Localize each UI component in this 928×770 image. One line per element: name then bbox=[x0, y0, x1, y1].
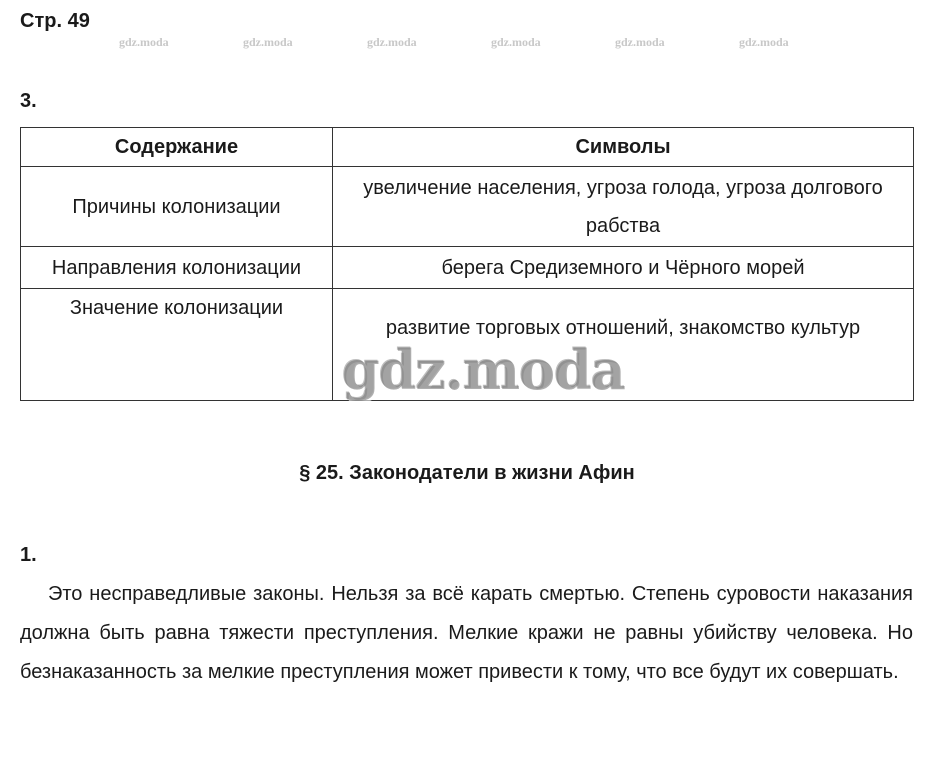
section-title: § 25. Законодатели в жизни Афин bbox=[299, 462, 635, 484]
watermark-logo: gdz.moda bbox=[342, 338, 625, 402]
column-header: Содержание bbox=[21, 128, 333, 167]
column-header: Символы bbox=[333, 128, 914, 167]
table-cell-content: Значение колонизации bbox=[21, 289, 333, 401]
answer-paragraph: Это несправедливые законы. Нельзя за всё карать смертью. Степень суровости наказания должна быть равна тяжести преступления. Мелкие кражи не равны убийству человека. Но безнаказанность за мелкие преступления может привести к тому, что все будут их совершать. bbox=[20, 583, 913, 683]
table-cell-content: Направления колонизации bbox=[21, 247, 333, 289]
table-header-row bbox=[21, 128, 914, 167]
watermark-text: gdz.moda bbox=[119, 35, 169, 49]
watermark-text: gdz.moda bbox=[367, 35, 417, 49]
table-cell-symbols: увеличение населения, угроза голода, угроза долгового рабства bbox=[333, 167, 914, 247]
page-number: Стр. 49 bbox=[20, 10, 90, 32]
watermark-text: gdz.moda bbox=[243, 35, 293, 49]
table-row bbox=[21, 247, 914, 289]
watermark-row bbox=[0, 35, 928, 51]
table-cell-symbols: берега Средиземного и Чёрного морей bbox=[333, 247, 914, 289]
task-number: 1. bbox=[20, 544, 37, 566]
task-number: 3. bbox=[20, 90, 37, 112]
watermark-text: gdz.moda bbox=[739, 35, 789, 49]
table-cell-symbols: развитие торговых отношений, знакомство культур bbox=[333, 289, 914, 401]
watermark-text: gdz.moda bbox=[491, 35, 541, 49]
watermark-text: gdz.moda bbox=[615, 35, 665, 49]
table-row bbox=[21, 167, 914, 247]
table-cell-content: Причины колонизации bbox=[21, 167, 333, 247]
